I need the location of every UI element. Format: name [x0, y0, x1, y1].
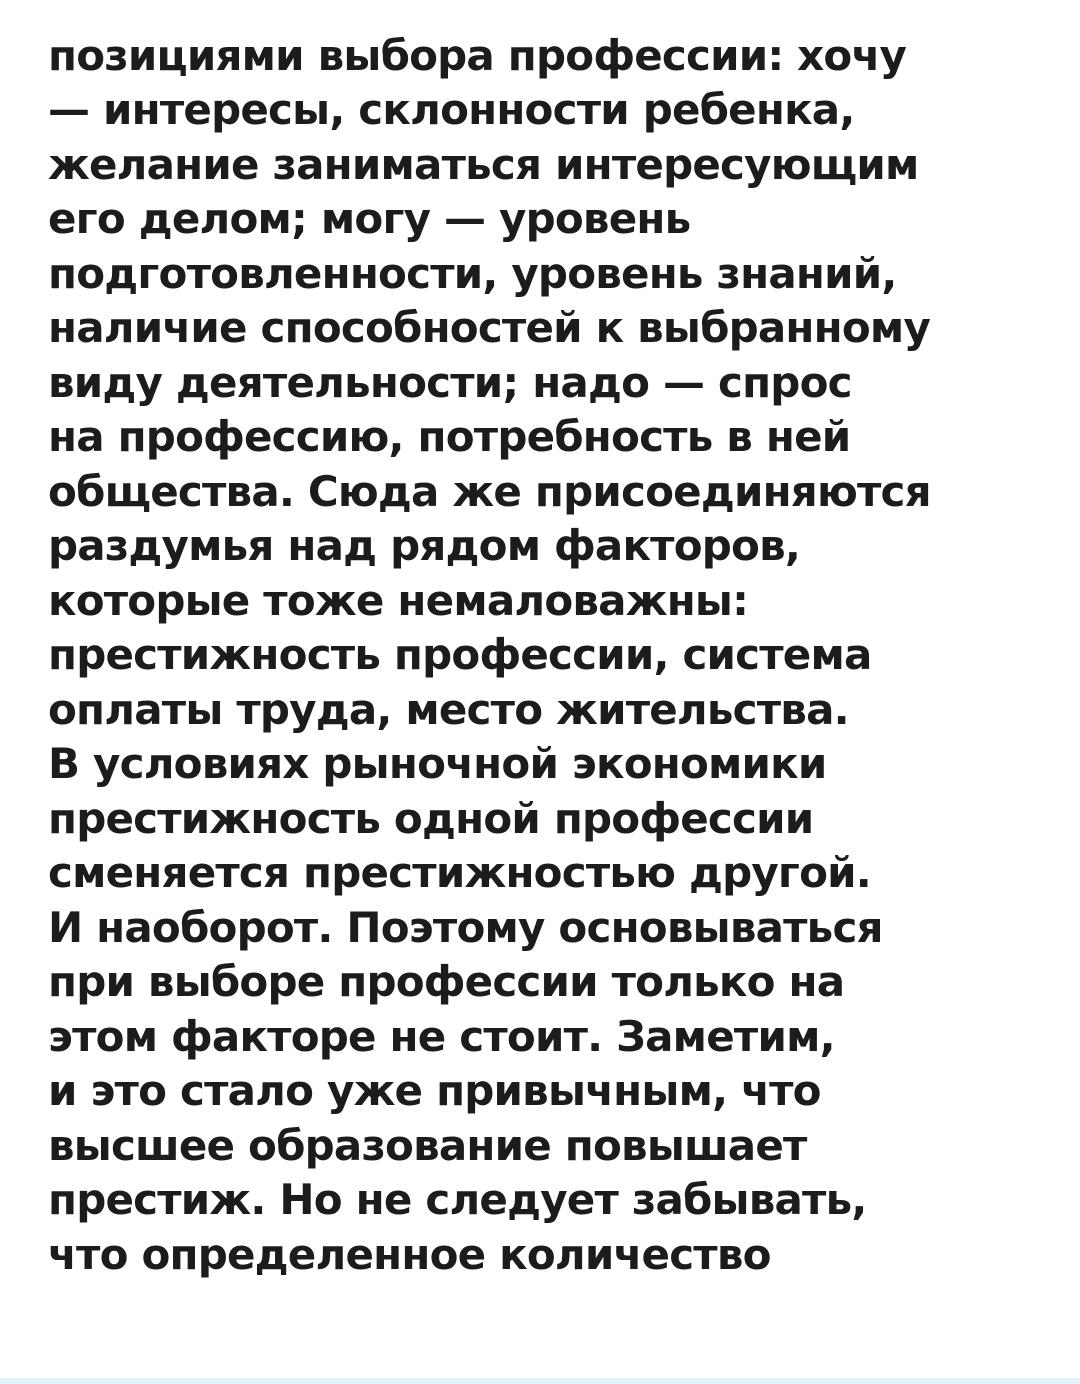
bottom-edge-strip	[0, 1378, 1080, 1384]
text-line: оплаты труда, место жительства.	[48, 684, 849, 734]
text-line: позициями выбора профессии: хочу	[48, 30, 907, 80]
text-line: при выборе профессии только на	[48, 957, 845, 1006]
text-line: высшее образование повышает	[48, 1120, 807, 1170]
text-line-cut-top	[48, 0, 1068, 29]
text-line: В условиях рыночной экономики	[48, 739, 827, 788]
text-line: — интересы, склонности ребенка,	[48, 85, 855, 134]
text-line: на профессию, потребность в ней	[48, 412, 851, 461]
text-line: которые тоже немаловажны:	[48, 575, 749, 625]
text-line: престижность одной профессии	[48, 793, 814, 843]
text-line: и это стало уже привычным, что	[48, 1066, 821, 1115]
text-line: И наоборот. Поэтому основываться	[48, 902, 883, 952]
text-line: виду деятельности; надо — спрос	[48, 357, 852, 407]
text-line: его делом; могу — уровень	[48, 194, 691, 243]
text-line: наличие способностей к выбранному	[48, 303, 931, 352]
text-line: престиж. Но не следует забывать,	[48, 1175, 867, 1224]
text-line: престижность профессии, система	[48, 630, 872, 679]
text-line: подготовленности, уровень знаний,	[48, 248, 897, 298]
text-line: раздумья над рядом факторов,	[48, 521, 801, 570]
text-line-cut-bottom: что определенное количество	[48, 1229, 771, 1279]
document-text-body	[48, 0, 1068, 1282]
text-line: этом факторе не стоит. Заметим,	[48, 1011, 835, 1061]
text-line: сменяется престижностью другой.	[48, 848, 871, 897]
text-line: желание заниматься интересующим	[48, 139, 919, 189]
text-line: общества. Сюда же присоединяются	[48, 466, 931, 516]
